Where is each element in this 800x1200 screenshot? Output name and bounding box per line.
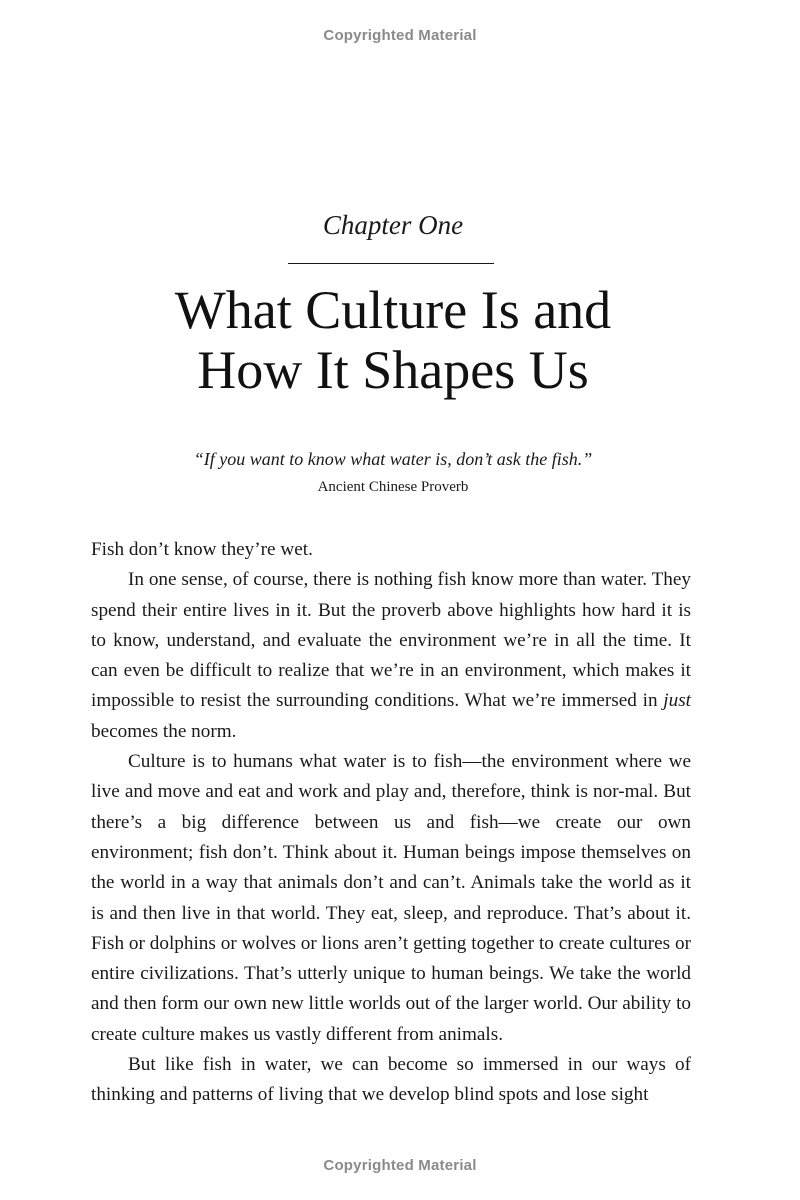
chapter-title-line-1: What Culture Is and	[174, 280, 612, 340]
paragraph-2-text-a: In one sense, of course, there is nothing fish know more than water. They spend their entire lives in it. But the proverb above highlights how hard it is to know, understand, and evaluate the environment we’re in all the time. It can even be difficult to realize that we’re in an environment, which makes it impossible to resist the surrounding conditions. What we’re immersed in	[91, 569, 691, 712]
chapter-title	[0, 280, 786, 400]
paragraph-2-text-b: becomes the norm.	[91, 720, 237, 742]
copyright-watermark-bottom: Copyrighted Material	[323, 1157, 477, 1174]
copyright-watermark-top: Copyrighted Material	[323, 27, 477, 44]
epigraph-source: Ancient Chinese Proverb	[317, 479, 469, 495]
chapter-title-line-2: How It Shapes Us	[197, 340, 589, 400]
paragraph-4: But like fish in water, we can become so immersed in our ways of thinking and patterns of living that we develop blind spots and lose sight	[91, 1054, 691, 1106]
paragraph-2	[91, 565, 691, 747]
epigraph	[0, 446, 786, 502]
paragraph-1: Fish don’t know they’re wet.	[91, 539, 313, 560]
paragraph-3: Culture is to humans what water is to fish—the environment where we live and move and eat and work and play and, therefore, think is nor-mal. But there’s a big difference between us and fish—we create our own environment; fish don’t. Think about it. Human beings impose themselves on the world in a way that animals don’t and can’t. Animals take the world as it is and then live in that world. They eat, sleep, and reproduce. That’s about it. Fish or dolphins or wolves or lions aren’t getting together to create cultures or entire civilizations. That’s utterly unique to human beings. We take the world and then form our own new little worlds out of the larger world. Our ability to create culture makes us vastly different from animals.	[91, 751, 691, 1045]
paragraph-2-emphasis: just	[663, 690, 691, 712]
chapter-label: Chapter One	[322, 210, 464, 240]
body-text	[91, 535, 691, 1111]
chapter-divider	[288, 263, 494, 264]
epigraph-quote: “If you want to know what water is, don’t ask the fish.”	[193, 449, 593, 469]
